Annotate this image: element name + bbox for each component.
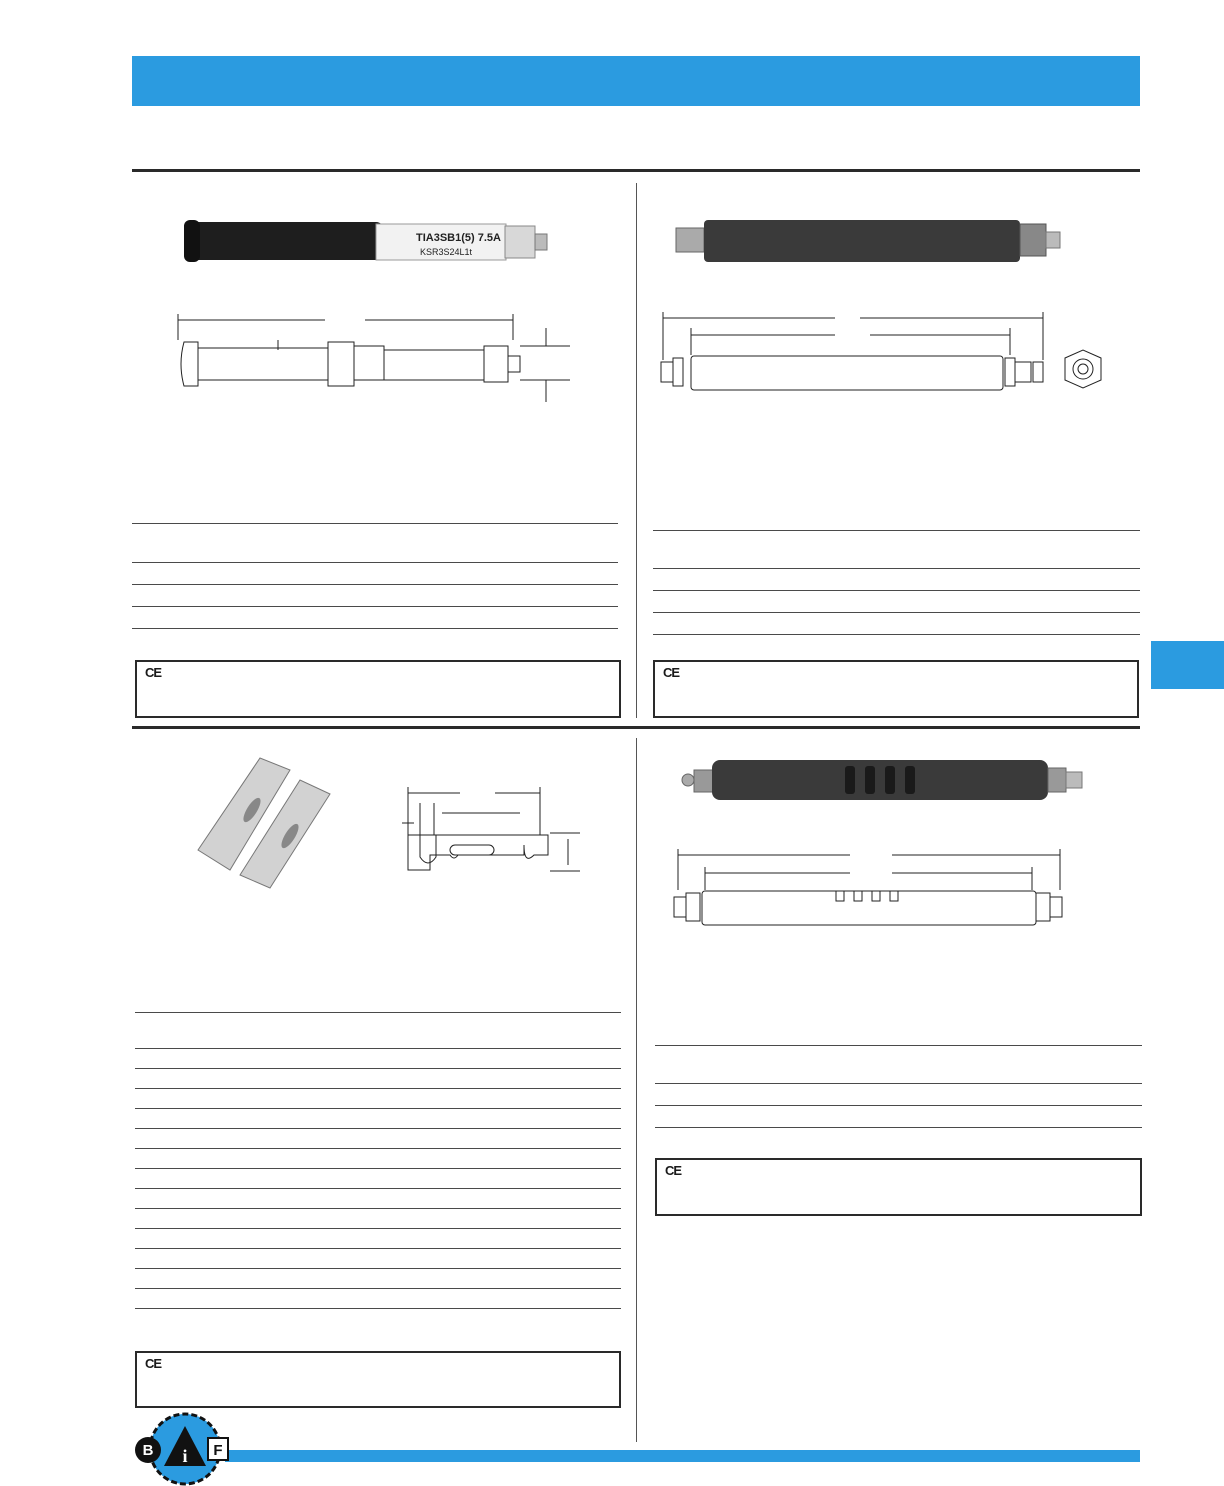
table-bottom-left-rule-13 xyxy=(135,1288,621,1289)
table-top-right-rule-1 xyxy=(653,568,1140,569)
table-bottom-left-rule-3 xyxy=(135,1088,621,1089)
table-bottom-left-rule-9 xyxy=(135,1208,621,1209)
column-divider-bottom xyxy=(636,738,637,1442)
table-bottom-left-rule-5 xyxy=(135,1128,621,1129)
footer-band xyxy=(225,1450,1140,1462)
ce-box-top-right xyxy=(653,660,1139,718)
logo-letter-f xyxy=(208,1438,228,1460)
table-top-left-rule-1 xyxy=(132,562,618,563)
fuse-link-photo xyxy=(190,750,350,895)
dimension-drawing-bottom-left xyxy=(400,785,590,880)
ce-mark: CE xyxy=(665,1163,682,1178)
table-bottom-left-rule-10 xyxy=(135,1228,621,1229)
svg-text:i: i xyxy=(182,1446,188,1466)
table-bottom-left-rule-0 xyxy=(135,1012,621,1013)
ce-mark: CE xyxy=(145,1356,162,1371)
dimension-drawing-top-left xyxy=(170,310,580,410)
fuse-label-line-1: TIA3SB1(5) 7.5A xyxy=(416,232,501,244)
dimension-drawing-bottom-right xyxy=(670,845,1070,930)
table-bottom-left-rule-2 xyxy=(135,1068,621,1069)
table-bottom-left-rule-6 xyxy=(135,1148,621,1149)
table-top-right-rule-2 xyxy=(653,590,1140,591)
table-bottom-right-rule-2 xyxy=(655,1105,1142,1106)
section-rule-top xyxy=(132,169,1140,172)
table-top-left-rule-3 xyxy=(132,606,618,607)
ce-box-bottom-right xyxy=(655,1158,1142,1216)
table-bottom-left-rule-4 xyxy=(135,1108,621,1109)
table-bottom-left-rule-8 xyxy=(135,1188,621,1189)
table-bottom-left-rule-1 xyxy=(135,1048,621,1049)
table-top-left-rule-4 xyxy=(132,628,618,629)
header-band xyxy=(132,56,1140,106)
table-top-left-rule-2 xyxy=(132,584,618,585)
ce-box-bottom-left xyxy=(135,1351,621,1408)
fuse-photo-bottom-right xyxy=(680,752,1090,810)
table-top-right-rule-0 xyxy=(653,530,1140,531)
fuse-photo-top-right xyxy=(670,212,1070,268)
table-bottom-left-rule-14 xyxy=(135,1308,621,1309)
ce-mark: CE xyxy=(145,665,162,680)
table-bottom-left-rule-7 xyxy=(135,1168,621,1169)
table-top-left-rule-0 xyxy=(132,523,618,524)
fuse-label-line-2: KSR3S24L1t xyxy=(420,247,473,257)
table-bottom-right-rule-1 xyxy=(655,1083,1142,1084)
section-rule-middle xyxy=(132,726,1140,729)
ce-box-top-left xyxy=(135,660,621,718)
logo-letter-b xyxy=(135,1437,161,1463)
ce-mark: CE xyxy=(663,665,680,680)
svg-text:F: F xyxy=(213,1442,223,1459)
table-bottom-left-rule-11 xyxy=(135,1248,621,1249)
bif-logo xyxy=(132,1412,232,1486)
fuse-photo-top-left xyxy=(180,210,560,272)
svg-text:B: B xyxy=(142,1442,154,1459)
column-divider-top xyxy=(636,183,637,718)
side-tab xyxy=(1151,641,1224,689)
table-bottom-right-rule-3 xyxy=(655,1127,1142,1128)
table-top-right-rule-4 xyxy=(653,634,1140,635)
table-bottom-left-rule-12 xyxy=(135,1268,621,1269)
table-top-right-rule-3 xyxy=(653,612,1140,613)
table-bottom-right-rule-0 xyxy=(655,1045,1142,1046)
dimension-drawing-top-right xyxy=(655,310,1115,400)
